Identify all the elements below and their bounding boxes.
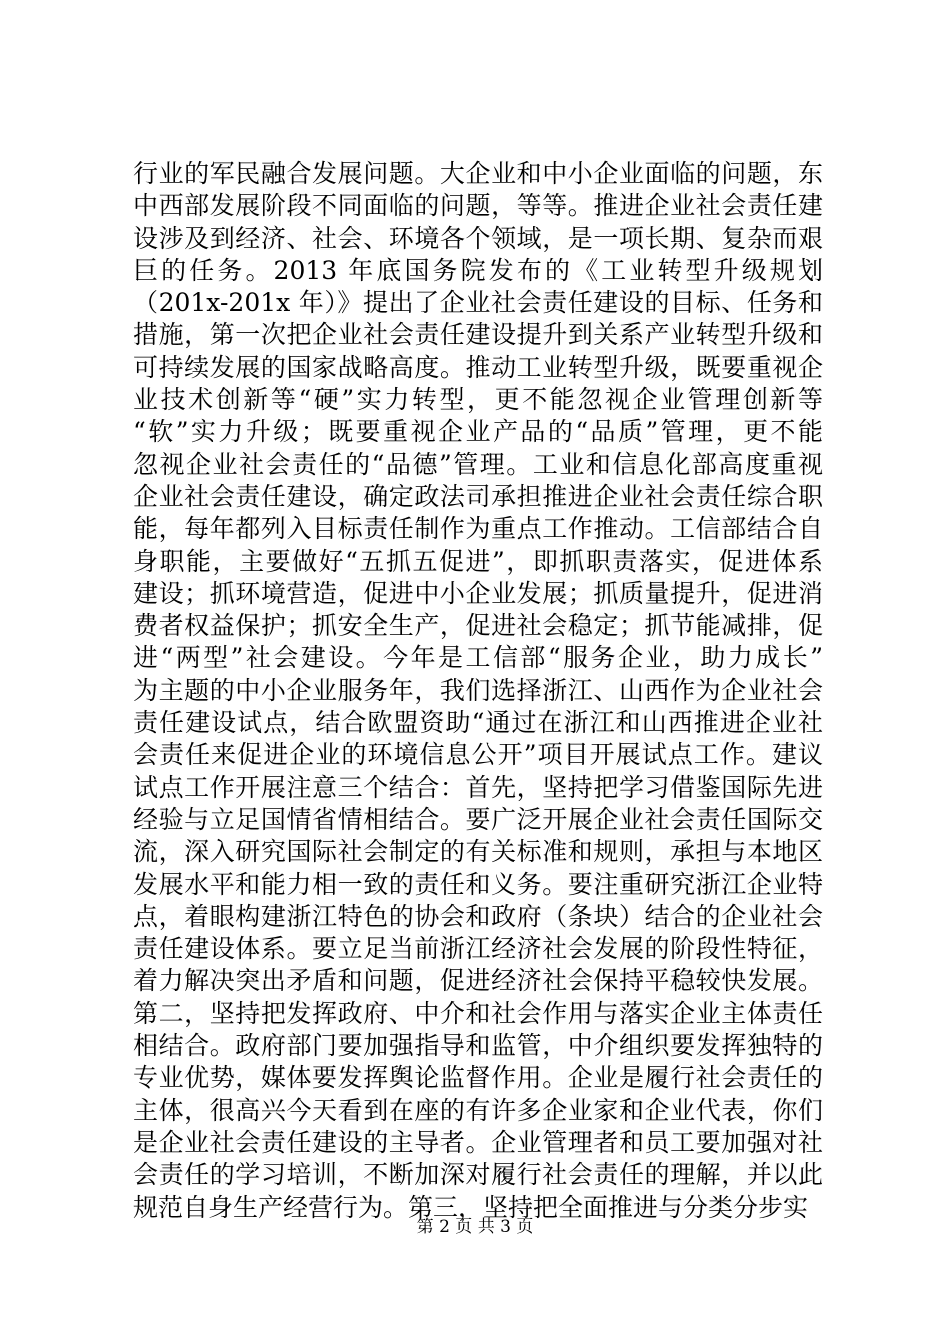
text-line: （201x-201x 年）》提出了企业社会责任建设的目标、任务和 [133, 288, 823, 318]
body-text [133, 158, 823, 1224]
text-line: 行业的军民融合发展问题。大企业和中小企业面临的问题，东 [133, 159, 823, 188]
page-number-footer: 第 2 页 共 3 页 [416, 1217, 534, 1237]
text-line: 发展水平和能力相一致的责任和义务。要注重研究浙江企业特 [133, 869, 823, 899]
text-line: 流，深入研究国际社会制定的有关标准和规则，承担与本地区 [133, 837, 823, 867]
text-line: “软”实力升级；既要重视企业产品的“品质”管理，更不能 [133, 417, 823, 447]
text-line: 措施，第一次把企业社会责任建设提升到关系产业转型升级和 [133, 320, 823, 350]
text-line: 为主题的中小企业服务年，我们选择浙江、山西作为企业社会 [133, 675, 823, 705]
text-line: 能，每年都列入目标责任制作为重点工作推动。工信部结合自 [133, 514, 823, 544]
text-line: 费者权益保护；抓安全生产，促进社会稳定；抓节能减排，促 [133, 611, 823, 641]
text-line: 第二，坚持把发挥政府、中介和社会作用与落实企业主体责任 [133, 998, 823, 1028]
text-line: 业技术创新等“硬”实力转型，更不能忽视企业管理创新等 [133, 385, 823, 415]
text-line: 相结合。政府部门要加强指导和监管，中介组织要发挥独特的 [133, 1031, 823, 1061]
text-line: 设涉及到经济、社会、环境各个领域，是一项长期、复杂而艰 [133, 223, 823, 253]
text-line: 规范自身生产经营行为。第三，坚持把全面推进与分类分步实 [133, 1192, 809, 1222]
text-line: 经验与立足国情省情相结合。要广泛开展企业社会责任国际交 [133, 804, 823, 834]
text-line: 主体，很高兴今天看到在座的有许多企业家和企业代表，你们 [133, 1095, 823, 1125]
text-line: 中西部发展阶段不同面临的问题，等等。推进企业社会责任建 [133, 191, 823, 221]
text-line: 进“两型”社会建设。今年是工信部“服务企业，助力成长” [133, 643, 823, 673]
text-line: 会责任的学习培训，不断加深对履行社会责任的理解，并以此 [133, 1160, 823, 1190]
text-line: 巨的任务。2013 年底国务院发布的《工业转型升级规划 [133, 255, 823, 285]
text-line: 试点工作开展注意三个结合：首先，坚持把学习借鉴国际先进 [133, 772, 823, 802]
text-line: 忽视企业社会责任的“品德”管理。工业和信息化部高度重视 [133, 449, 823, 479]
text-line: 点，着眼构建浙江特色的协会和政府（条块）结合的企业社会 [133, 901, 823, 931]
text-line: 身职能，主要做好“五抓五促进”，即抓职责落实，促进体系 [133, 546, 823, 576]
text-line: 会责任来促进企业的环境信息公开”项目开展试点工作。建议 [133, 740, 823, 770]
text-line: 企业社会责任建设，确定政法司承担推进企业社会责任综合职 [133, 481, 823, 511]
text-line: 是企业社会责任建设的主导者。企业管理者和员工要加强对社 [133, 1127, 823, 1157]
text-line: 建设；抓环境营造，促进中小企业发展；抓质量提升，促进消 [133, 578, 823, 608]
text-line: 专业优势，媒体要发挥舆论监督作用。企业是履行社会责任的 [133, 1063, 823, 1093]
text-line: 着力解决突出矛盾和问题，促进经济社会保持平稳较快发展。 [133, 966, 823, 996]
text-line: 责任建设体系。要立足当前浙江经济社会发展的阶段性特征， [133, 934, 823, 964]
text-line: 可持续发展的国家战略高度。推动工业转型升级，既要重视企 [133, 352, 823, 382]
text-line: 责任建设试点，结合欧盟资助“通过在浙江和山西推进企业社 [133, 708, 823, 738]
